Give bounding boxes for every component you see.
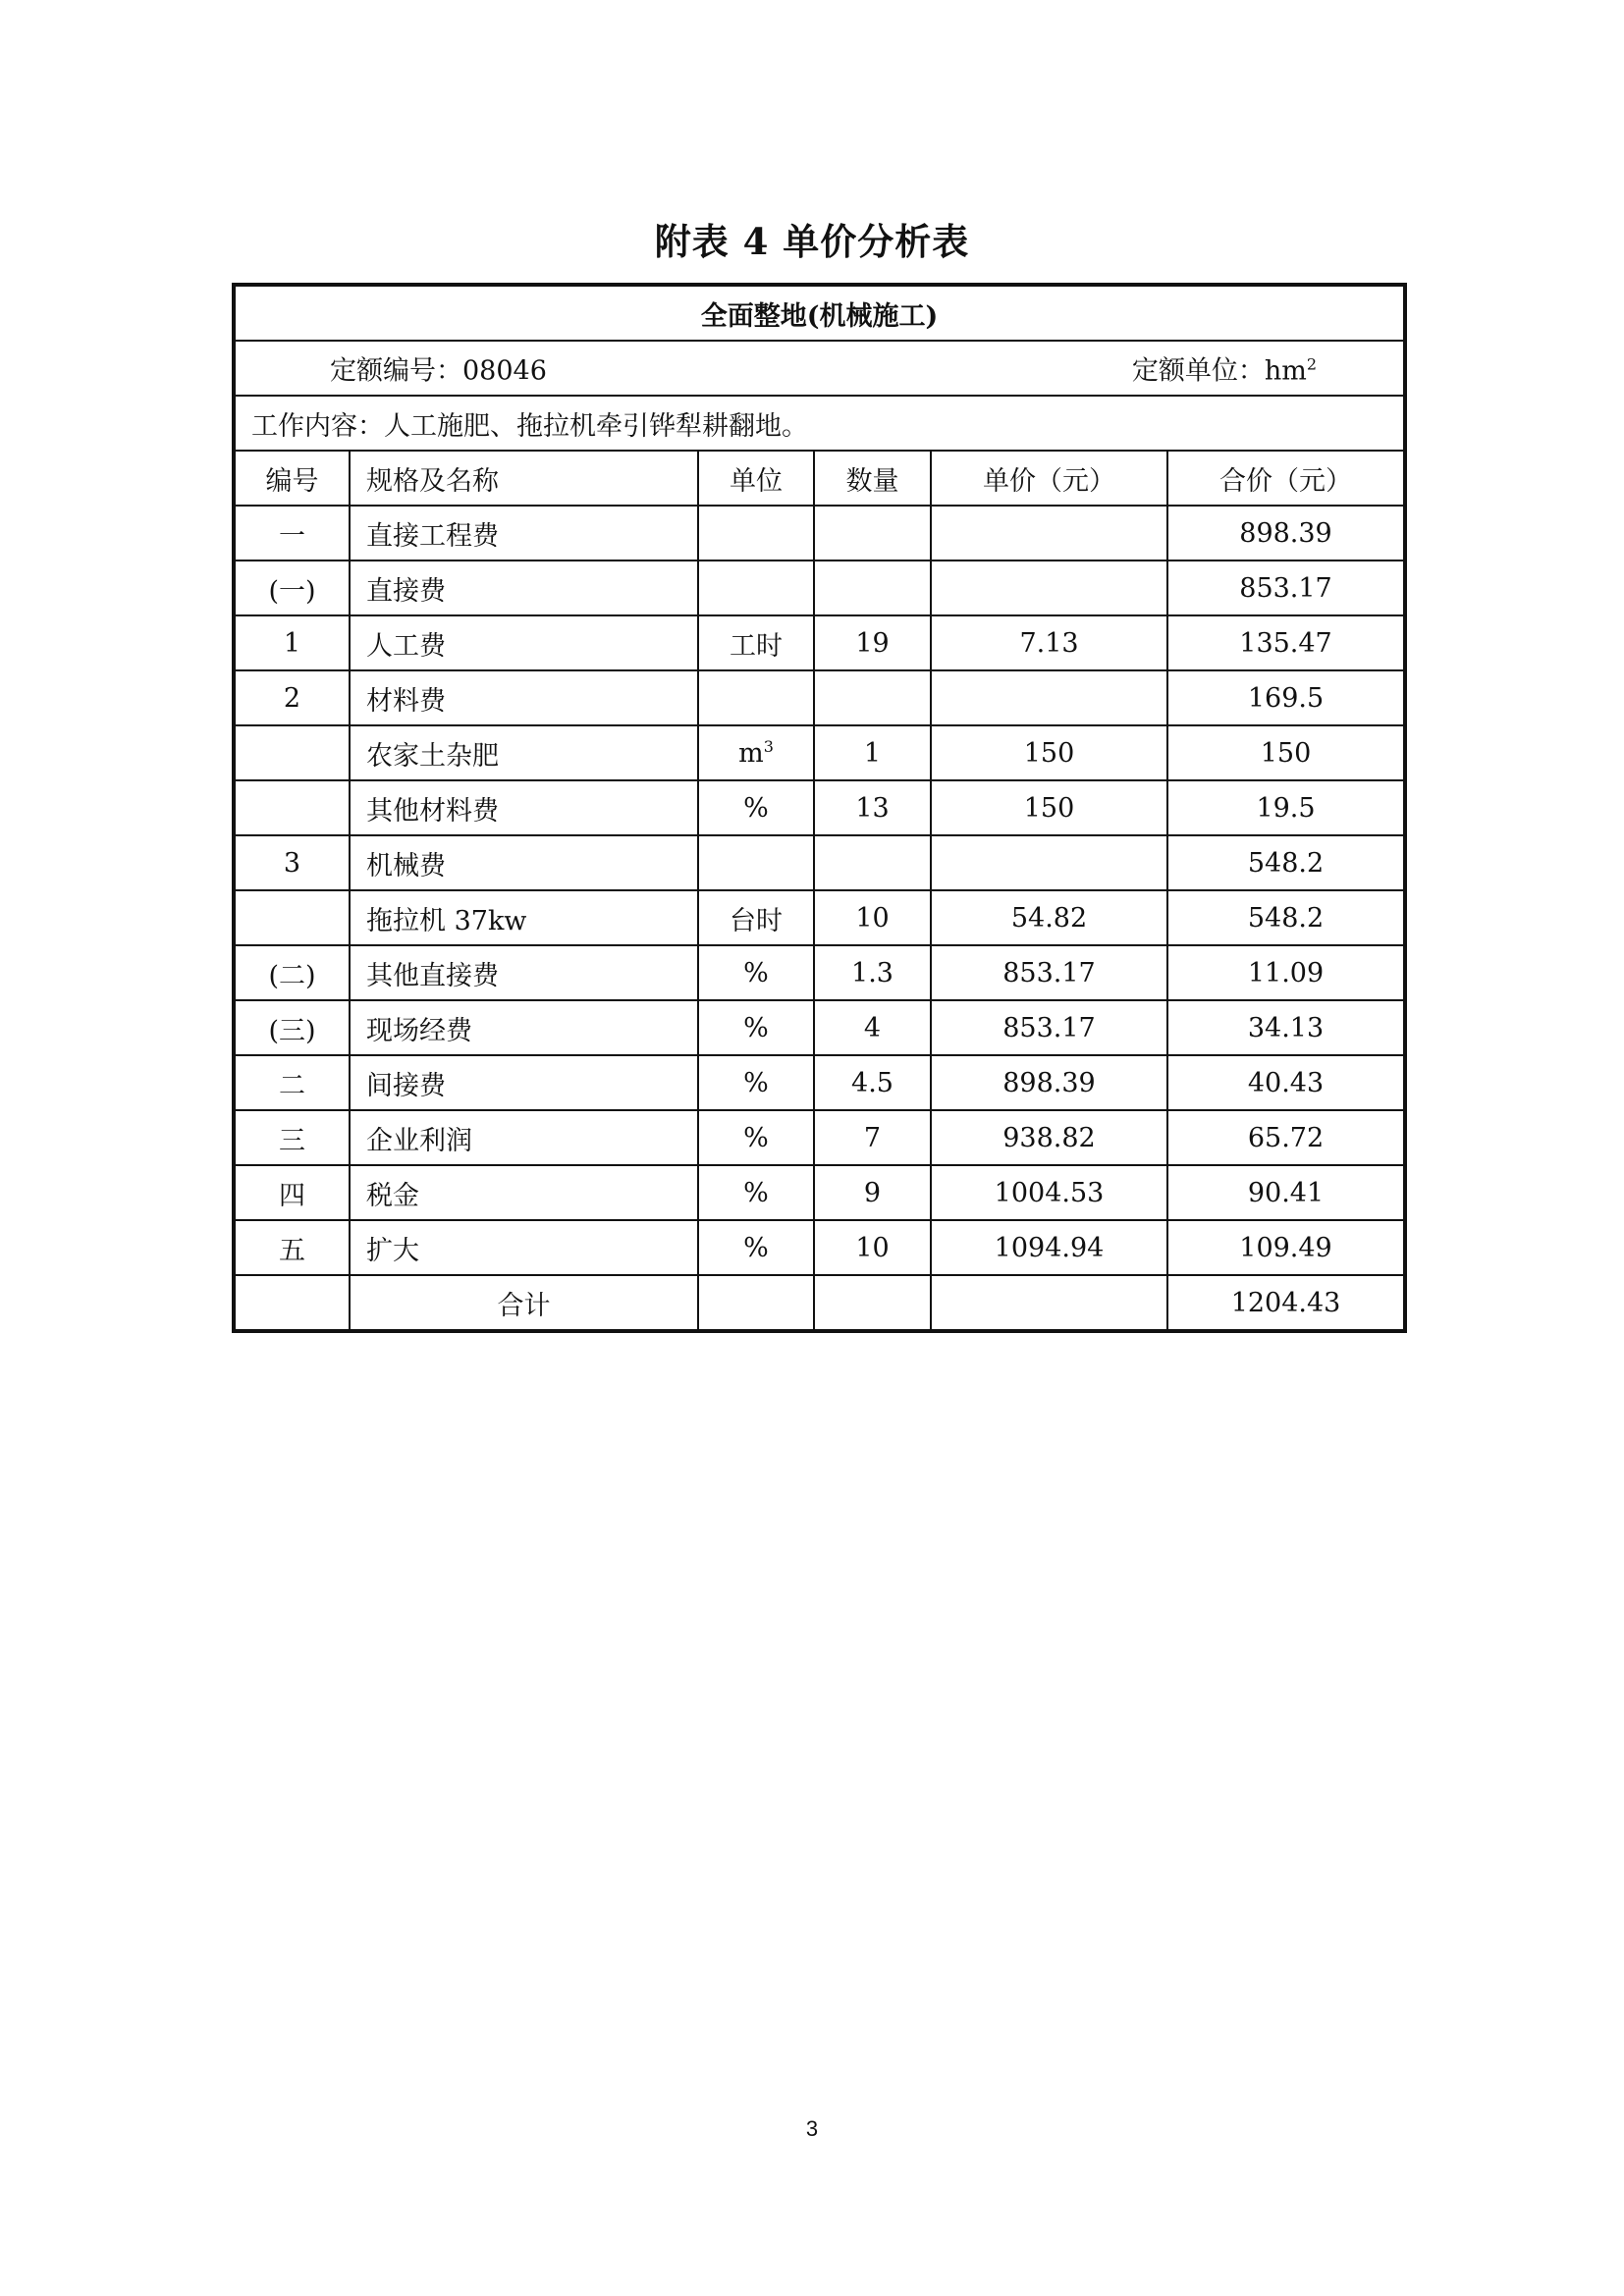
row-unit: $m^3$ (698, 725, 814, 780)
row-name: 材料费 (350, 670, 698, 725)
row-price (931, 506, 1167, 561)
row-price: 7.13 (931, 615, 1167, 670)
table-row (234, 506, 1405, 561)
row-amount: 169.5 (1167, 670, 1405, 725)
row-amount: 11.09 (1167, 945, 1405, 1000)
quota-unit-value: hm (1264, 355, 1307, 387)
row-amount: 34.13 (1167, 1000, 1405, 1055)
row-amount: 853.17 (1167, 561, 1405, 615)
table-row (234, 725, 1405, 780)
row-no: 二 (234, 1055, 350, 1110)
row-price: 853.17 (931, 1000, 1167, 1055)
row-unit: 台时 (698, 890, 814, 945)
table-row (234, 1165, 1405, 1220)
table-row (234, 615, 1405, 670)
row-price: 938.82 (931, 1110, 1167, 1165)
row-unit: 工时 (698, 615, 814, 670)
row-name: 直接工程费 (350, 506, 698, 561)
row-name: 拖拉机 37kw (350, 890, 698, 945)
table-row (234, 835, 1405, 890)
row-qty (814, 506, 931, 561)
row-no: 四 (234, 1165, 350, 1220)
row-qty: 10 (814, 890, 931, 945)
total-amount: 1204.43 (1167, 1275, 1405, 1331)
header-no: 编号 (234, 451, 350, 506)
row-unit (698, 670, 814, 725)
total-qty (814, 1275, 931, 1331)
row-price (931, 561, 1167, 615)
work-content-text: 人工施肥、拖拉机牵引铧犁耕翻地。 (384, 410, 808, 442)
row-name: 税金 (350, 1165, 698, 1220)
row-no: 2 (234, 670, 350, 725)
row-unit (698, 835, 814, 890)
row-price: 150 (931, 780, 1167, 835)
page-title: 附表 4 单价分析表 (654, 220, 970, 263)
row-qty: 10 (814, 1220, 931, 1275)
row-price: 853.17 (931, 945, 1167, 1000)
quota-number (330, 349, 547, 388)
row-amount: 548.2 (1167, 835, 1405, 890)
header-price: 单价（元） (931, 451, 1167, 506)
table-row (234, 945, 1405, 1000)
row-name: 现场经费 (350, 1000, 698, 1055)
row-price (931, 670, 1167, 725)
row-no (234, 780, 350, 835)
total-label: 合计 (350, 1275, 698, 1331)
row-name: 间接费 (350, 1055, 698, 1110)
work-content (234, 396, 1405, 451)
row-no: (二) (234, 945, 350, 1000)
header-amount: 合价（元） (1167, 451, 1405, 506)
quota-unit-label: 定额单位： (1131, 355, 1265, 387)
row-unit (698, 506, 814, 561)
row-unit: % (698, 945, 814, 1000)
row-qty: 1 (814, 725, 931, 780)
subtitle-row (234, 285, 1405, 341)
row-unit: % (698, 1220, 814, 1275)
quota-info (234, 341, 1405, 396)
quota-number-label: 定额编号： (330, 355, 462, 387)
row-qty: 1.3 (814, 945, 931, 1000)
row-unit-superscript: 3 (763, 737, 774, 756)
total-no (234, 1275, 350, 1331)
row-unit: % (698, 780, 814, 835)
quota-row (234, 341, 1405, 396)
row-qty: 7 (814, 1110, 931, 1165)
table-row (234, 1055, 1405, 1110)
row-unit: % (698, 1110, 814, 1165)
row-qty (814, 561, 931, 615)
row-qty: 4.5 (814, 1055, 931, 1110)
row-price: 1094.94 (931, 1220, 1167, 1275)
work-content-label: 工作内容： (251, 410, 384, 442)
row-name: 农家土杂肥 (350, 725, 698, 780)
row-price: 898.39 (931, 1055, 1167, 1110)
row-qty: 13 (814, 780, 931, 835)
table-row (234, 1110, 1405, 1165)
table-row (234, 780, 1405, 835)
row-qty (814, 670, 931, 725)
row-amount: 898.39 (1167, 506, 1405, 561)
row-amount: 109.49 (1167, 1220, 1405, 1275)
total-unit (698, 1275, 814, 1331)
row-no (234, 890, 350, 945)
row-no (234, 725, 350, 780)
row-amount: 548.2 (1167, 890, 1405, 945)
quota-unit-superscript: 2 (1306, 354, 1318, 374)
row-amount: 65.72 (1167, 1110, 1405, 1165)
row-no: 三 (234, 1110, 350, 1165)
row-name: 扩大 (350, 1220, 698, 1275)
row-no: (一) (234, 561, 350, 615)
quota-number-value: 08046 (462, 355, 547, 387)
unit-price-table (232, 283, 1407, 1333)
row-qty (814, 835, 931, 890)
row-qty: 9 (814, 1165, 931, 1220)
row-unit (698, 561, 814, 615)
header-unit: 单位 (698, 451, 814, 506)
row-no: 五 (234, 1220, 350, 1275)
table-row (234, 890, 1405, 945)
row-amount: 19.5 (1167, 780, 1405, 835)
row-amount: 90.41 (1167, 1165, 1405, 1220)
total-row (234, 1275, 1405, 1331)
header-name: 规格及名称 (350, 451, 698, 506)
table-row (234, 1000, 1405, 1055)
row-no: (三) (234, 1000, 350, 1055)
row-unit: % (698, 1055, 814, 1110)
row-name: 其他材料费 (350, 780, 698, 835)
page-number: 3 (805, 2116, 819, 2141)
total-price (931, 1275, 1167, 1331)
table-subtitle: 全面整地(机械施工) (234, 285, 1405, 341)
row-amount: 40.43 (1167, 1055, 1405, 1110)
row-name: 直接费 (350, 561, 698, 615)
row-name: 其他直接费 (350, 945, 698, 1000)
row-unit: % (698, 1000, 814, 1055)
table-row (234, 670, 1405, 725)
quota-unit (1132, 349, 1317, 388)
row-no: 3 (234, 835, 350, 890)
header-row (234, 451, 1405, 506)
table-row (234, 561, 1405, 615)
row-price: 150 (931, 725, 1167, 780)
work-content-row (234, 396, 1405, 451)
row-no: 1 (234, 615, 350, 670)
row-no: 一 (234, 506, 350, 561)
row-qty: 19 (814, 615, 931, 670)
row-qty: 4 (814, 1000, 931, 1055)
row-amount: 150 (1167, 725, 1405, 780)
row-price: 54.82 (931, 890, 1167, 945)
row-price: 1004.53 (931, 1165, 1167, 1220)
header-qty: 数量 (814, 451, 931, 506)
row-amount: 135.47 (1167, 615, 1405, 670)
table-row (234, 1220, 1405, 1275)
row-name: 企业利润 (350, 1110, 698, 1165)
row-unit: % (698, 1165, 814, 1220)
row-name: 机械费 (350, 835, 698, 890)
row-name: 人工费 (350, 615, 698, 670)
row-price (931, 835, 1167, 890)
